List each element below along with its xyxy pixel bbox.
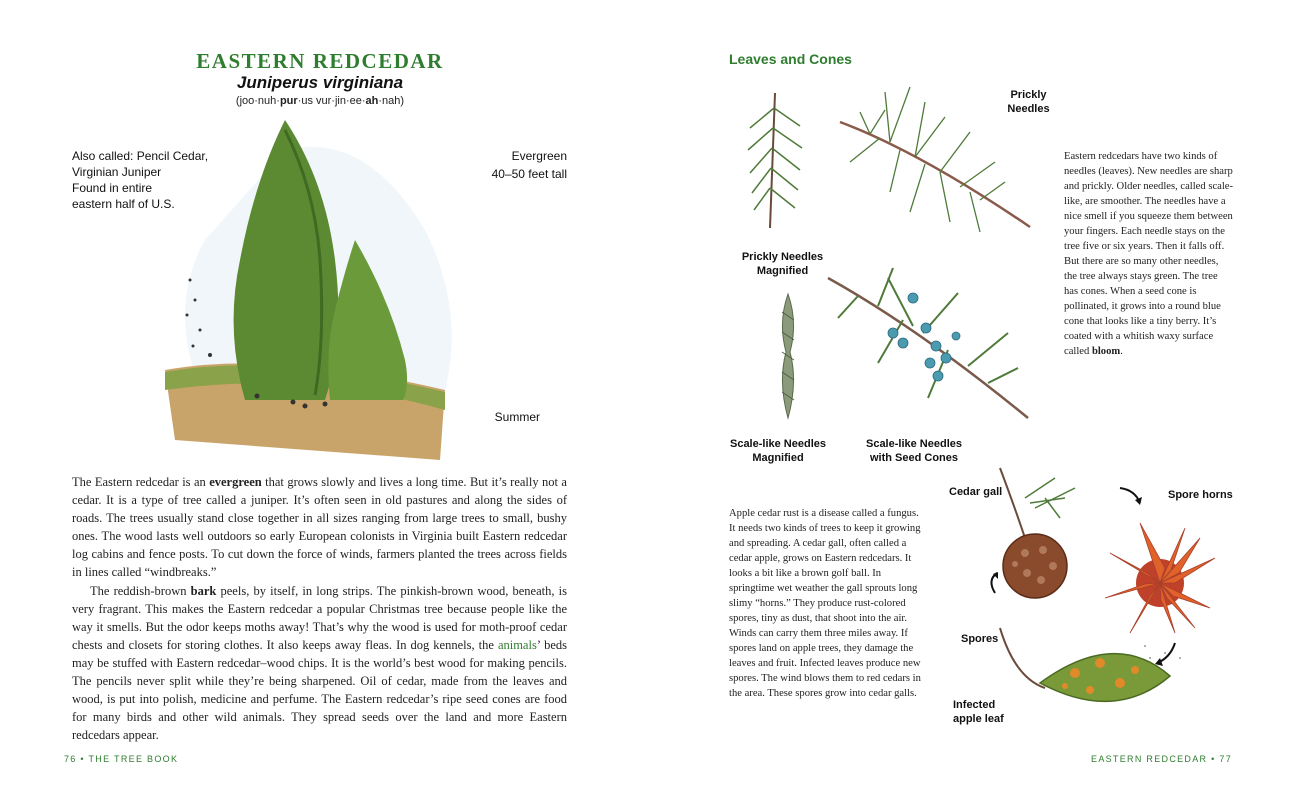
animals-link[interactable]: animals [497,637,537,652]
label-cedar-gall: Cedar gall [949,486,1003,498]
label-prickly-magnified: Prickly Needles Magnified [741,251,824,277]
species-title: EASTERN REDCEDAR [196,49,444,73]
spore-horns [1105,523,1215,633]
label-prickly-needles: Prickly Needles [1007,89,1050,115]
left-footer: 76 • THE TREE BOOK [64,754,179,764]
infected-apple-leaf [1040,654,1170,702]
label-spore-horns: Spore horns [1168,489,1233,501]
pronunciation: (joo·nuh·pur·us vur·jin·ee·ah·nah) [235,95,405,107]
range: Found in entire eastern half of U.S. [72,181,175,211]
tree-illustration [165,110,465,470]
scientific-name: Juniperus virginiana [236,73,404,92]
section-title: Leaves and Cones [729,51,852,67]
label-scale-magnified: Scale-like Needles Magnified [729,438,826,464]
scale-like-with-cones [818,258,1038,428]
scale-like-magnified [772,292,804,422]
season-label: Summer [494,410,540,424]
label-infected-leaf: Infected apple leaf [953,699,1004,725]
right-footer: EASTERN REDCEDAR • 77 [1091,754,1232,764]
tree-height: 40–50 feet tall [491,167,567,181]
seed-cones [888,293,960,381]
cedar-gall [1003,534,1067,598]
label-spores: Spores [961,633,999,645]
rust-paragraph: Apple cedar rust is a disease called a fungus. It needs two kinds of trees to keep it growing and spreading. A cedar gall, often called a cedar apple, grows on Eastern redcedars. It looks a bit like a brown golf ball. In springtime wet weather the gall sprouts long slimy “horns.” They produce rust-colored spores, tiny as dust, that shoot into the air. Winds can carry them three miles away. If spores land on apple trees, they damage the leaves and fruit. Infected leaves produce new spores. The wind blows them to red cedars in the area. These spores grow into cedar galls. [729,508,921,699]
tree-type: Evergreen [511,149,567,163]
main-body-text [72,473,567,744]
needles-paragraph: Eastern redcedars have two kinds of needles (leaves). New needles are sharp and prickly. Older needles, called scale-like, are smoother. The needles have a nice smell if you squeeze them between your fingers. Each needle stays on the tree five or six years. Then it falls off. But there are so many other needles, the tree always stays green. The tree has cones. When a seed cone is pollinated, it grows into a round blue cone that looks like a tiny berry. It’s coated with a whitish waxy surface called bloom. [1064,151,1234,357]
also-called: Also called: Pencil Cedar, Virginian Juniper [72,149,209,179]
prickly-needle-sprig [740,88,810,238]
paragraph-1: The Eastern redcedar is an evergreen that grows slowly and lives a long time. But it’s really not a cedar. It is a type of tree called a juniper. It’s often seen in old pastures and along the sides of roads. The trees usually stand close together in all sizes ranging from large trees to small, bushy ones. The wood lasts well outdoors so early European colonists in Virginia built Eastern redcedar log cabins and fence posts. To cut down the force of winds, farmers planted the trees across fields in lines called “windbreaks.” [72,475,567,580]
paragraph-2: The reddish-brown bark peels, by itself, in long strips. The pinkish-brown wood, beneath, is very fragrant. This makes the Eastern redcedar a popular Christmas tree because people like the way it smells. But the odor keeps moths away! That’s why the wood is used for moth-proof cedar chests and closets for storing clothes. It also keeps away fleas. In dog kennels, the animals’ beds may be stuffed with Eastern redcedar–wood chips. It is the world’s best wood for making pencils. The pencils never split while they’re being sharpened. Oil of cedar, made from the leaves and wood, is put into polish, medicine and perfume. The Eastern redcedar’s ripe seed cones are food for many birds and other wild animals. They spread seeds over the land and more Eastern redcedars appear. [72,583,568,743]
label-scale-with-cones: Scale-like Needles with Seed Cones [865,438,962,464]
